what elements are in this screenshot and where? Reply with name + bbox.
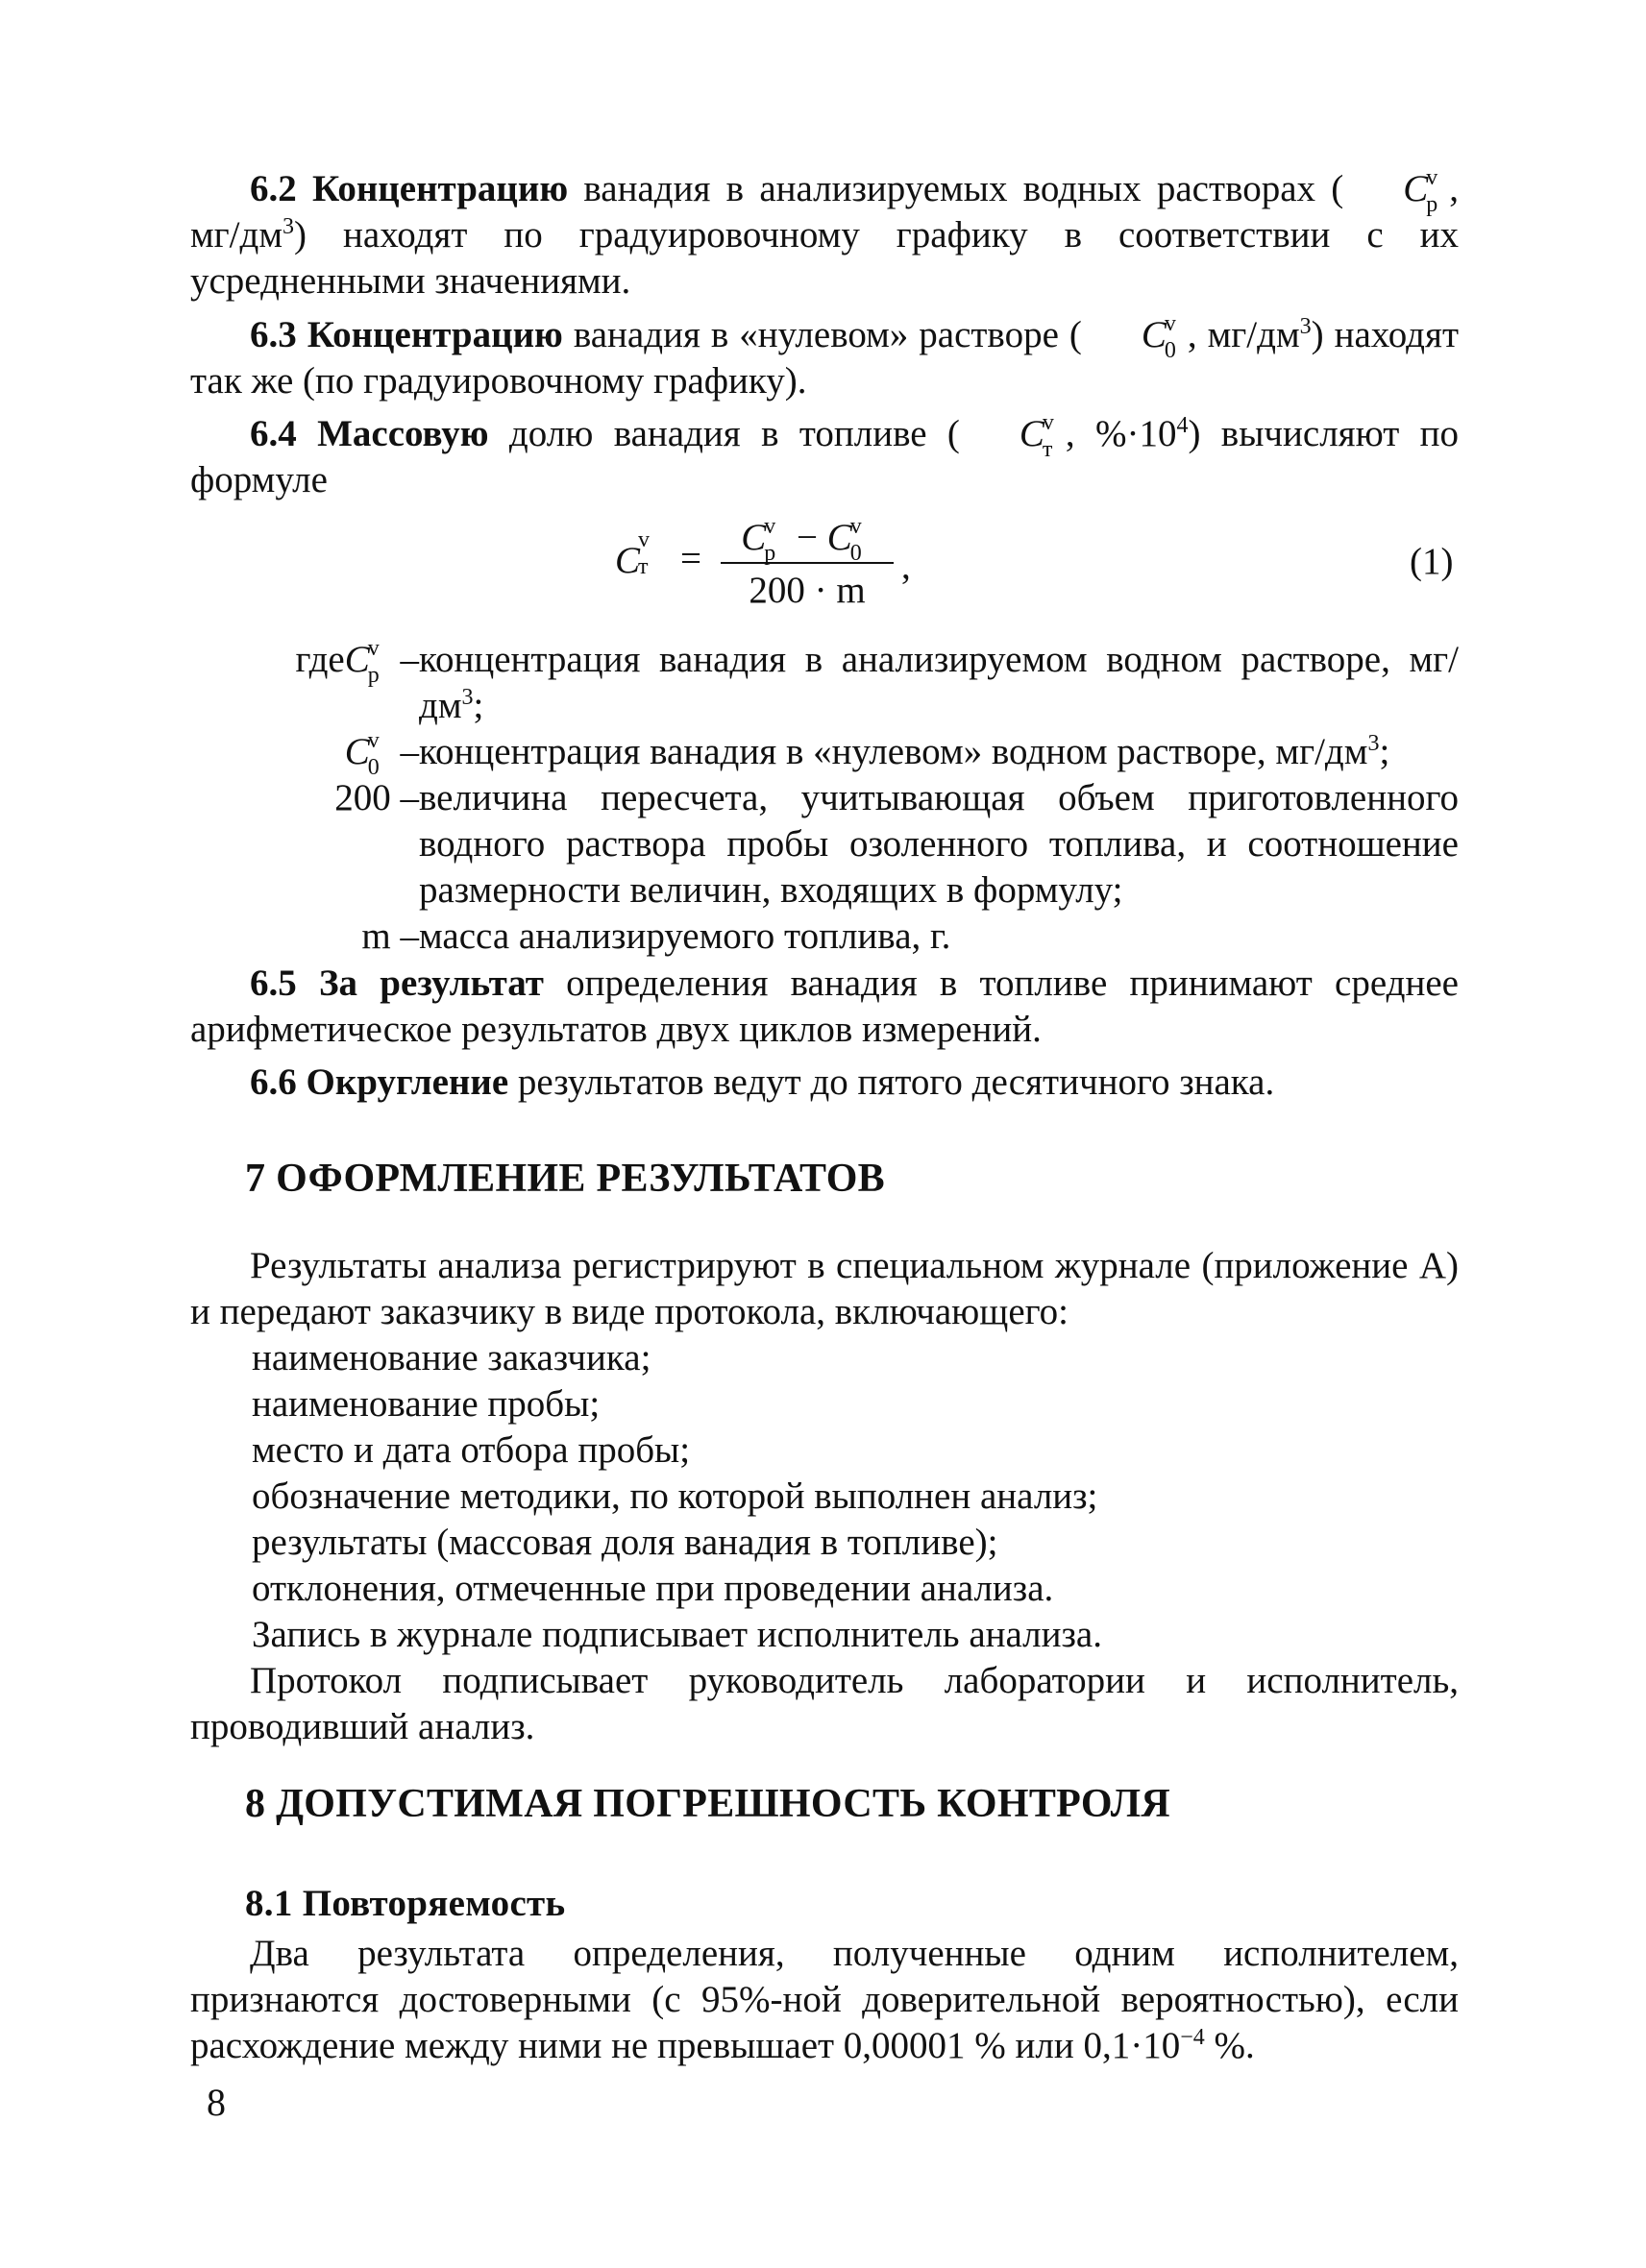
definition-cpv: гдеC v p – концентрация ванадия в анализируемом водном растворе, $мг/дм^3$;: [295, 636, 1459, 726]
formula-lhs: C v т: [615, 527, 650, 581]
clause-keyword: Концентрацию: [307, 314, 563, 355]
definition-200: 200 – величина пересчета, учитывающая объем приготовленного водного раствора пробы озоленного топлива, и соотношение размерности величин, входящих в формулу;: [334, 777, 1459, 911]
list-item: результаты (массовая доля ванадия в топливе);: [252, 1522, 998, 1563]
symbol-cpv: C v p: [1403, 165, 1438, 217]
formula-comma: ,: [901, 546, 911, 587]
list-item: наименование заказчика;: [252, 1337, 651, 1378]
definition-m: m – масса анализируемого топлива, г.: [361, 915, 951, 957]
clause-number: 6.5: [250, 963, 297, 1004]
section-7-intro: Результаты анализа регистрируют в специальном журнале (приложение А) и передают заказчику в виде протокола, включающего:: [190, 1245, 1459, 1332]
formula-number: (1): [1410, 541, 1454, 582]
clause-keyword: За результат: [318, 963, 544, 1004]
section-7-heading: 7 ОФОРМЛЕНИЕ РЕЗУЛЬТАТОВ: [245, 1157, 885, 1201]
paragraph-6-4: 6.4 Массовую долю ванадия в топливе ( C v т , $\%\cdot 10^4$) вычисляют по формуле: [190, 410, 1459, 500]
paragraph-6-5: 6.5 За результат определения ванадия в топливе принимают среднее арифметическое результатов двух циклов измерений.: [190, 963, 1459, 1050]
clause-number: 6.2: [250, 168, 297, 209]
paragraph-6-3: 6.3 Концентрацию ванадия в «нулевом» растворе ( C v 0 , $мг/дм^3$) находят так же (по градуировочному графику).: [190, 311, 1459, 402]
list-item: наименование пробы;: [252, 1383, 601, 1425]
symbol-c0v: C v 0: [1141, 311, 1176, 363]
formula-definitions: [190, 637, 1459, 960]
clause-number: 6.6: [250, 1061, 297, 1103]
paragraph-8-1: Два результата определения, полученные одним исполнителем, признаются достоверными (с 95%-ной доверительной вероятностью), если расхождение между ними не превышает 0,00001 % или $0,1\cdot 10^{-4}$ %.: [190, 1933, 1459, 2066]
clause-number: 6.3: [250, 314, 297, 355]
formula-1: [615, 514, 1019, 620]
definition-c0v: C v 0 – концентрация ванадия в «нулевом» водном растворе, $мг/дм^3$;: [344, 728, 1390, 780]
formula-numerator: C v p − C v 0: [721, 514, 894, 564]
symbol-ctv: C v т: [1019, 410, 1054, 462]
clause-keyword: Концентрацию: [312, 168, 569, 209]
list-item: обозначение методики, по которой выполнен анализ;: [252, 1475, 1098, 1517]
list-item: отклонения, отмеченные при проведении анализа.: [252, 1568, 1054, 1609]
paragraph-6-6: 6.6 Округление результатов ведут до пятого десятичного знака.: [250, 1061, 1275, 1103]
formula-equals: =: [680, 538, 701, 579]
page-number: 8: [207, 2081, 226, 2124]
clause-keyword: Округление: [306, 1061, 509, 1103]
formula-denominator: 200 · m: [749, 570, 866, 611]
protocol-note: Протокол подписывает руководитель лаборатории и исполнитель, проводивший анализ.: [190, 1660, 1459, 1747]
subsection-8-1-heading: 8.1 Повторяемость: [245, 1883, 566, 1924]
list-item: место и дата отбора пробы;: [252, 1429, 691, 1471]
paragraph-6-2: 6.2 Концентрацию ванадия в анализируемых водных растворах ( C v p , $мг/дм^3$) находят по градуировочному графику в соответствии с их усредненными значениями.: [190, 165, 1459, 302]
section-8-heading: 8 ДОПУСТИМАЯ ПОГРЕШНОСТЬ КОНТРОЛЯ: [245, 1782, 1170, 1826]
journal-note: Запись в журнале подписывает исполнитель анализа.: [252, 1614, 1102, 1655]
formula-fraction: [721, 514, 894, 612]
clause-number: 6.4: [250, 413, 297, 454]
clause-keyword: Массовую: [317, 413, 489, 454]
